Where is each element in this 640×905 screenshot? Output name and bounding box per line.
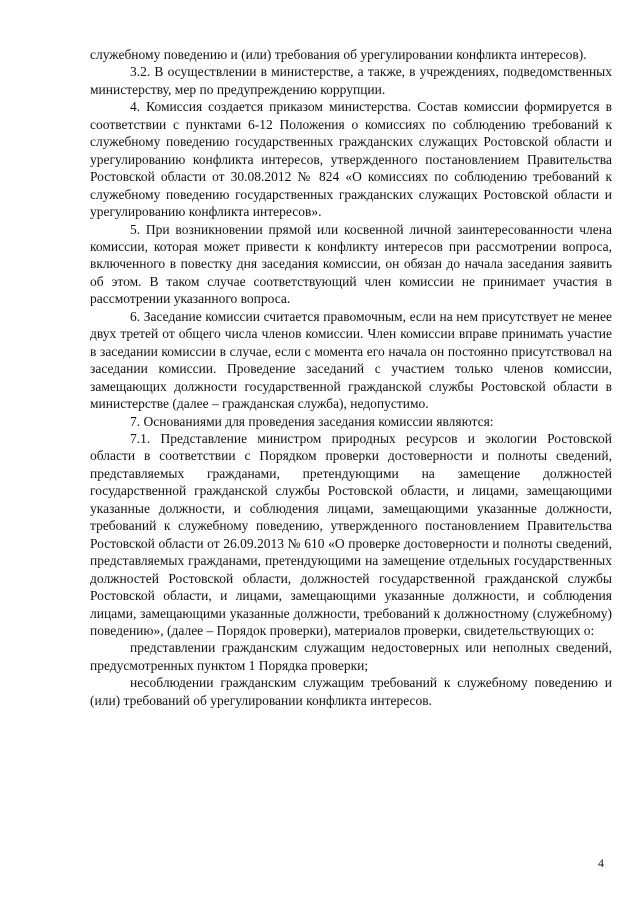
- paragraph-7-1-a: представлении гражданским служащим недостоверных или неполных сведений, предусмотренных пунктом 1 Порядка проверки;: [90, 640, 612, 673]
- paragraph-continuation: служебному поведению и (или) требования об урегулировании конфликта интересов).: [90, 47, 587, 62]
- paragraph-4: 4. Комиссия создается приказом министерства. Состав комиссии формируется в соответствии с пунктами 6-12 Положения о комиссиях по соблюдению требований к служебному поведению государственных гражданских служащих Ростовской области и урегулированию конфликта интересов, утвержденного постановлением Правительства Ростовской области от 30.08.2012 № 824 «О комиссиях по соблюдению требований к служебному поведению государственных гражданских служащих Ростовской области и урегулированию конфликта интересов».: [90, 99, 612, 220]
- document-body: [90, 46, 612, 709]
- paragraph-7-1-b: несоблюдении гражданским служащим требований к служебному поведению и (или) требований об урегулировании конфликта интересов.: [90, 675, 612, 708]
- paragraph-3-2: 3.2. В осуществлении в министерстве, а также, в учреждениях, подведомственных министерству, мер по предупреждению коррупции.: [90, 64, 612, 97]
- paragraph-7: 7. Основаниями для проведения заседания комиссии являются:: [130, 413, 494, 429]
- page-number: 4: [598, 856, 604, 870]
- paragraph-6: 6. Заседание комиссии считается правомочным, если на нем присутствует не менее двух третей от общего числа членов комиссии. Член комиссии вправе принимать участие в заседании комиссии в случае, если с момента его начала он постоянно присутствовал на заседании комиссии. Проведение заседаний с участием только членов комиссии, замещающих должности государственной гражданской службы Ростовской области в министерстве (далее – гражданская служба), недопустимо.: [90, 308, 612, 412]
- paragraph-5: 5. При возникновении прямой или косвенной личной заинтересованности члена комиссии, которая может привести к конфликту интересов при рассмотрении вопроса, включенного в повестку дня заседания комиссии, он обязан до начала заседания заявить об этом. В таком случае соответствующий член комиссии не принимает участия в рассмотрении указанного вопроса.: [90, 221, 612, 307]
- paragraph-7-1: 7.1. Представление министром природных ресурсов и экологии Ростовской области в соответствии с Порядком проверки достоверности и полноты сведений, представляемых гражданами, претендующими на замещение должностей государственной гражданской службы Ростовской области, и лицами, замещающими указанные должности, и соблюдения лицами, замещающими указанные должности, требований к служебному поведению, утвержденного постановлением Правительства Ростовской области от 26.09.2013 № 610 «О проверке достоверности и полноты сведений, представляемых гражданами, претендующими на замещение отдельных государственных должностей Ростовской области, должностей государственной гражданской службы Ростовской области, и лицами, замещающими указанные должности, и соблюдения лицами, замещающими указанные должности, требований к должностному (служебному) поведению», (далее – Порядок проверки), материалов проверки, свидетельствующих о:: [90, 430, 612, 638]
